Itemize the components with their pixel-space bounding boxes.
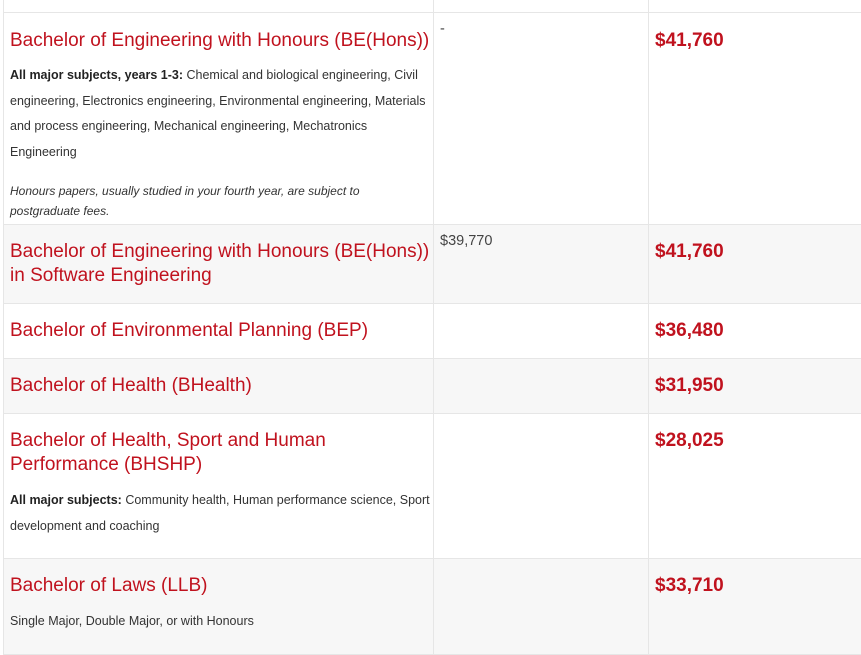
description-text: Community health, Human performance science, Sport development and coaching — [10, 493, 430, 533]
qualification-link[interactable]: Bachelor of Environmental Planning (BEP) — [10, 320, 369, 341]
international-fee: $36,480 — [655, 320, 724, 341]
qualification-link[interactable]: Bachelor of Health, Sport and Human Performance (BHSHP) — [10, 430, 326, 475]
table-row-partial — [4, 0, 861, 13]
table-row — [4, 13, 861, 225]
table-row — [4, 414, 861, 559]
description-label: All major subjects, years 1-3: — [10, 68, 183, 82]
table-row — [4, 225, 861, 304]
table-row — [4, 304, 861, 359]
international-fee: $41,760 — [655, 30, 724, 51]
international-fee: $41,760 — [655, 241, 724, 262]
international-fee: $28,025 — [655, 430, 724, 451]
table-row — [4, 359, 861, 414]
qualification-link[interactable]: Bachelor of Health (BHealth) — [10, 375, 252, 396]
qualification-description — [10, 63, 432, 165]
table-row — [4, 559, 861, 655]
qualification-link[interactable]: Bachelor of Engineering with Honours (BE(Hons)) in Software Engineering — [10, 241, 430, 286]
qualification-description — [10, 488, 432, 539]
qualification-link[interactable]: Bachelor of Laws (LLB) — [10, 575, 208, 596]
qualification-link[interactable]: Bachelor of Engineering with Honours (BE(Hons)) — [10, 30, 430, 51]
domestic-fee: $39,770 — [440, 233, 493, 249]
international-fee: $33,710 — [655, 575, 724, 596]
international-fee: $31,950 — [655, 375, 724, 396]
description-label: All major subjects: — [10, 493, 122, 507]
qualification-note: Honours papers, usually studied in your fourth year, are subject to postgraduate fees. — [10, 184, 360, 218]
fees-table — [3, 0, 861, 655]
domestic-fee: - — [440, 21, 445, 37]
qualification-description: Single Major, Double Major, or with Honours — [10, 614, 254, 628]
description-text: Chemical and biological engineering, Civil engineering, Electronics engineering, Environmental engineering, Materials and process engineering, Mechanical engineering, Mechatronics Engineering — [10, 68, 426, 159]
